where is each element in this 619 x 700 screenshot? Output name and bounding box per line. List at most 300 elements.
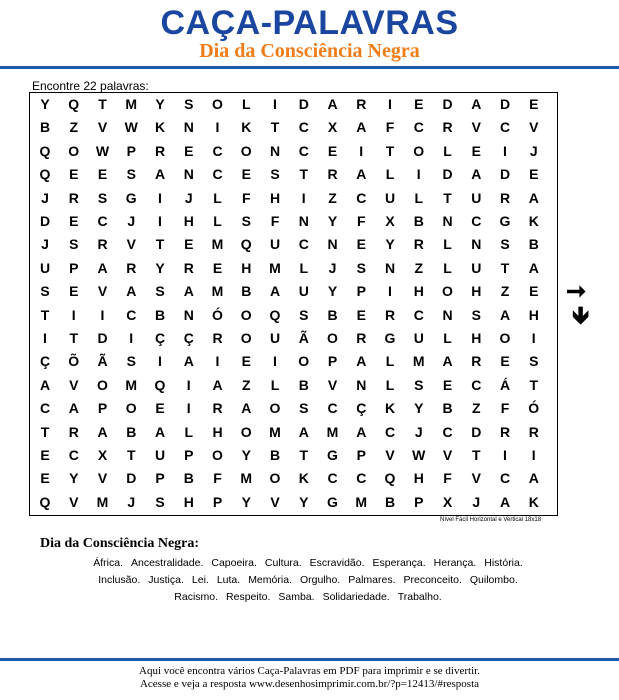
grid-cell: X — [385, 213, 395, 229]
grid-cell: S — [270, 166, 280, 183]
grid-cell: I — [158, 353, 162, 370]
word-item: Trabalho. — [397, 591, 442, 603]
grid-cell: I — [186, 376, 191, 393]
word-item: Cultura. — [264, 557, 302, 569]
word-item: Quilombo. — [469, 574, 518, 586]
grid-cell: I — [531, 447, 536, 463]
grid-cell: O — [499, 330, 511, 346]
grid-cell: D — [442, 96, 453, 112]
footer — [0, 665, 619, 691]
grid-cell: A — [183, 283, 194, 300]
grid-cell: O — [442, 283, 453, 300]
grid-cell: V — [327, 376, 338, 393]
grid-cell: C — [298, 119, 309, 136]
page-title: CAÇA-PALAVRAS — [160, 4, 459, 42]
grid-cell: P — [155, 470, 165, 487]
grid-cell: J — [41, 189, 49, 206]
grid-cell: E — [471, 142, 481, 159]
grid-cell: C — [298, 142, 309, 159]
grid-row — [29, 257, 558, 280]
grid-cell: X — [327, 119, 338, 136]
grid-cell: R — [183, 259, 194, 276]
grid-cell: C — [356, 189, 367, 206]
grid-cell: M — [211, 283, 224, 300]
grid-row — [29, 140, 558, 163]
grid-cell: E — [212, 259, 223, 276]
grid-cell: L — [443, 142, 452, 159]
grid-cell: A — [356, 166, 367, 183]
grid-cell: C — [471, 376, 482, 393]
grid-cell: D — [471, 423, 482, 440]
grid-cell: T — [299, 166, 309, 183]
grid-cell: D — [442, 166, 453, 183]
grid-cell: J — [414, 423, 423, 440]
grid-cell: S — [40, 283, 50, 300]
grid-cell: O — [240, 306, 252, 323]
grid-cell: R — [499, 189, 511, 206]
grid-row — [29, 116, 558, 139]
grid-cell: B — [126, 423, 137, 440]
grid-cell: T — [270, 119, 280, 136]
grid-cell: P — [126, 142, 136, 159]
grid-cell: S — [356, 259, 366, 276]
grid-cell: U — [384, 189, 396, 206]
grid-cell: C — [126, 306, 137, 323]
grid-cell: C — [499, 119, 511, 136]
grid-cell: U — [471, 189, 482, 206]
grid-cell: Y — [241, 447, 251, 463]
grid-cell: I — [531, 330, 536, 346]
grid-cell: B — [154, 306, 166, 323]
grid-cell: Q — [269, 306, 281, 323]
grid-cell: Q — [384, 470, 396, 487]
grid-cell: S — [241, 213, 251, 229]
grid-cell: E — [442, 376, 453, 393]
grid-cell: E — [327, 142, 338, 159]
grid-cell: O — [240, 330, 252, 346]
grid-cell: A — [442, 353, 453, 370]
grid-cell: I — [129, 330, 134, 346]
grid-cell: M — [269, 423, 281, 440]
grid-cell: O — [125, 400, 137, 417]
grid-cell: C — [327, 400, 338, 417]
grid-cell: T — [69, 330, 79, 346]
grid-cell: R — [97, 236, 108, 253]
grid-cell: Á — [499, 376, 511, 393]
grid-cell: M — [326, 423, 339, 440]
grid-cell: L — [443, 259, 452, 276]
grid-cell: E — [241, 166, 251, 183]
grid-cell: D — [97, 330, 108, 346]
grid-cell: U — [471, 259, 482, 276]
grid-cell: F — [385, 119, 395, 136]
grid-cell: M — [125, 96, 138, 112]
grid-cell: A — [499, 306, 511, 323]
grid-cell: N — [442, 306, 453, 323]
grid-cell: Y — [299, 493, 309, 510]
word-item: Inclusão. — [98, 574, 141, 586]
grid-cell: T — [40, 423, 50, 440]
word-item: Esperança. — [372, 557, 426, 569]
grid-cell: T — [443, 189, 452, 206]
grid-cell: M — [412, 353, 425, 370]
grid-cell: L — [385, 353, 395, 370]
grid-cell: C — [413, 119, 424, 136]
footer-line-1: Aqui você encontra vários Caça-Palavras em PDF para imprimir e se divertir. — [139, 665, 480, 677]
grid-cell: C — [68, 447, 79, 463]
grid-cell: K — [298, 470, 309, 487]
grid-cell: M — [125, 376, 138, 393]
grid-cell: A — [269, 283, 281, 300]
grid-cell: L — [443, 330, 452, 346]
grid-cell: O — [413, 142, 425, 159]
grid-cell: U — [39, 259, 51, 276]
grid-cell: J — [472, 493, 481, 510]
grid-cell: F — [356, 213, 366, 229]
grid-cell: S — [471, 306, 481, 323]
grid-cell: O — [212, 96, 223, 112]
grid-cell: A — [471, 166, 482, 183]
word-item: Herança. — [433, 557, 477, 569]
grid-cell: N — [384, 259, 396, 276]
grid-cell: U — [154, 447, 166, 463]
grid-cell: A — [97, 423, 108, 440]
grid-cell: S — [155, 493, 165, 510]
grid-cell: Q — [240, 236, 252, 253]
grid-cell: K — [528, 213, 539, 229]
grid-cell: I — [158, 189, 162, 206]
word-item: Racismo. — [174, 591, 219, 603]
grid-cell: E — [69, 283, 79, 300]
grid-cell: U — [269, 236, 281, 253]
grid-cell: J — [41, 236, 49, 253]
grid-cell: O — [68, 142, 80, 159]
grid-cell: O — [240, 423, 252, 440]
grid-row — [29, 327, 558, 350]
grid-row — [29, 233, 558, 256]
word-item: Samba. — [278, 591, 315, 603]
grid-cell: S — [414, 376, 424, 393]
grid-cell: O — [212, 447, 223, 463]
grid-row — [29, 397, 558, 420]
grid-cell: Q — [39, 142, 51, 159]
grid-cell: R — [471, 353, 482, 370]
grid-cell: T — [529, 376, 539, 393]
grid-cell: S — [184, 96, 194, 112]
word-item: Respeito. — [226, 591, 271, 603]
grid-cell: Q — [39, 493, 51, 510]
grid-cell: D — [499, 166, 511, 183]
grid-cell: I — [100, 306, 105, 323]
grid-cell: V — [529, 119, 539, 136]
grid-cell: D — [39, 213, 51, 229]
grid-cell: T — [40, 306, 50, 323]
grid-cell: F — [443, 470, 452, 487]
grid-cell: N — [183, 119, 194, 136]
grid-cell: A — [298, 423, 309, 440]
grid-cell: Q — [154, 376, 166, 393]
grid-cell: D — [499, 96, 511, 112]
grid-cell: S — [126, 166, 136, 183]
grid-cell: Y — [40, 96, 50, 112]
grid-cell: N — [356, 376, 367, 393]
grid-cell: H — [212, 423, 223, 440]
bottom-divider — [0, 658, 619, 661]
grid-cell: K — [384, 400, 396, 417]
grid-cell: C — [212, 142, 223, 159]
grid-cell: E — [184, 236, 194, 253]
grid-cell: I — [301, 189, 306, 206]
grid-cell: E — [356, 306, 366, 323]
grid-cell: Y — [327, 213, 338, 229]
grid-cell: H — [528, 306, 539, 323]
grid-cell: C — [327, 470, 338, 487]
grid-cell: J — [127, 213, 136, 229]
grid-cell: I — [388, 283, 392, 300]
grid-cell: J — [184, 189, 193, 206]
grid-cell: M — [96, 493, 109, 510]
grid-cell: J — [529, 142, 538, 159]
arrow-right-icon: ➞ — [566, 278, 587, 305]
word-item: Capoeira. — [211, 557, 257, 569]
word-item: Preconceito. — [403, 574, 462, 586]
grid-cell: P — [414, 493, 424, 510]
grid-cell: Y — [155, 96, 165, 112]
grid-cell: E — [40, 447, 50, 463]
grid-cell: I — [416, 166, 421, 183]
word-item: Solidariedade. — [322, 591, 390, 603]
grid-cell: H — [471, 330, 482, 346]
grid-cell: E — [97, 166, 108, 183]
grid-row — [29, 467, 558, 490]
grid-cell: A — [327, 96, 338, 112]
grid-cell: H — [183, 493, 194, 510]
grid-cell: I — [388, 96, 392, 112]
grid-cell: U — [269, 330, 281, 346]
grid-cell: D — [298, 96, 309, 112]
grid-cell: O — [298, 353, 310, 370]
grid-cell: C — [97, 213, 108, 229]
grid-row — [29, 421, 558, 444]
grid-cell: Y — [69, 470, 79, 487]
grid-cell: Y — [155, 259, 165, 276]
instruction-text: Encontre 22 palavras: — [32, 79, 149, 93]
grid-cell: T — [98, 96, 107, 112]
grid-row — [29, 187, 558, 210]
grid-cell: P — [327, 353, 338, 370]
grid-cell: K — [241, 119, 252, 136]
grid-cell: L — [385, 376, 395, 393]
grid-cell: R — [68, 423, 79, 440]
word-item: Escravidão. — [309, 557, 365, 569]
grid-cell: B — [298, 376, 309, 393]
grid-cell: A — [154, 166, 166, 183]
grid-cell: E — [414, 96, 424, 112]
grid-cell: A — [528, 470, 539, 487]
grid-cell: W — [412, 447, 426, 463]
grid-cell: T — [471, 447, 481, 463]
grid-cell: O — [327, 330, 338, 346]
grid-cell: F — [241, 189, 251, 206]
grid-cell: C — [212, 166, 223, 183]
word-item: Memória. — [248, 574, 292, 586]
grid-cell: L — [213, 189, 222, 206]
grid-cell: I — [273, 96, 277, 112]
grid-cell: C — [39, 400, 51, 417]
grid-row — [29, 491, 558, 514]
grid-cell: H — [413, 283, 424, 300]
word-list-title: Dia da Consciência Negra: — [40, 536, 200, 551]
grid-cell: U — [298, 283, 309, 300]
grid-cell: Ç — [154, 330, 166, 346]
grid-cell: X — [442, 493, 453, 510]
grid-cell: Z — [328, 189, 337, 206]
grid-cell: A — [356, 119, 367, 136]
grid-cell: E — [356, 236, 366, 253]
grid-cell: B — [327, 306, 338, 323]
grid-cell: V — [97, 283, 108, 300]
grid-cell: V — [270, 493, 280, 510]
grid-cell: A — [356, 423, 367, 440]
grid-cell: R — [442, 119, 453, 136]
word-list-line — [28, 572, 588, 589]
grid-cell: A — [154, 423, 166, 440]
grid-cell: P — [184, 447, 194, 463]
grid-cell: Y — [241, 493, 251, 510]
grid-cell: A — [471, 96, 482, 112]
grid-cell: Ç — [356, 400, 367, 417]
grid-cell: A — [39, 376, 51, 393]
grid-cell: R — [68, 189, 79, 206]
grid-cell: P — [212, 493, 223, 510]
grid-cell: B — [528, 236, 539, 253]
grid-cell: I — [359, 142, 364, 159]
grid-cell: I — [158, 213, 162, 229]
grid-cell: A — [241, 400, 252, 417]
grid-cell: A — [183, 353, 194, 370]
grid-cell: A — [126, 283, 137, 300]
grid-cell: C — [499, 470, 511, 487]
grid-cell: V — [442, 447, 453, 463]
grid-cell: N — [269, 142, 281, 159]
grid-cell: R — [356, 330, 367, 346]
grid-cell: V — [471, 119, 481, 136]
grid-cell: N — [442, 213, 453, 229]
grid-cell: N — [183, 306, 194, 323]
grid-cell: C — [471, 213, 482, 229]
grid-cell: B — [413, 213, 424, 229]
grid-cell: H — [413, 470, 424, 487]
level-note: Nível Fácil Horizontal e Vertical 18x18 — [440, 517, 542, 523]
grid-cell: R — [384, 306, 396, 323]
grid-cell: Ã — [298, 330, 309, 346]
word-item: História. — [484, 557, 523, 569]
grid-cell: S — [299, 306, 309, 323]
grid-cell: I — [273, 353, 277, 370]
arrow-down-icon: 🡻 — [572, 302, 590, 329]
grid-cell: J — [127, 493, 136, 510]
grid-cell: H — [183, 213, 194, 229]
grid-cell: G — [384, 330, 396, 346]
grid-cell: Y — [414, 400, 424, 417]
grid-row — [29, 374, 558, 397]
grid-cell: L — [270, 376, 280, 393]
grid-cell: S — [126, 353, 136, 370]
grid-cell: P — [356, 283, 366, 300]
grid-cell: N — [298, 213, 309, 229]
grid-cell: I — [71, 306, 76, 323]
grid-cell: A — [528, 259, 539, 276]
grid-cell: N — [327, 236, 338, 253]
grid-row — [29, 93, 558, 116]
grid-cell: A — [212, 376, 223, 393]
grid-cell: I — [503, 142, 507, 159]
grid-cell: Ç — [183, 330, 194, 346]
page-subtitle: Dia da Consciência Negra — [199, 40, 420, 62]
top-divider — [0, 66, 619, 69]
grid-cell: L — [184, 423, 194, 440]
word-item: Palmares. — [348, 574, 396, 586]
grid-cell: R — [356, 96, 367, 112]
grid-cell: C — [413, 306, 424, 323]
grid-cell: B — [39, 119, 51, 136]
grid-cell: Y — [385, 236, 395, 253]
grid-cell: R — [413, 236, 424, 253]
grid-row — [29, 163, 558, 186]
grid-cell: P — [97, 400, 108, 417]
grid-cell: I — [215, 119, 220, 136]
grid-cell: I — [215, 353, 220, 370]
footer-line-2: Acesse e veja a resposta www.desenhosimprimir.com.br/?p=12413/#resposta — [139, 678, 480, 690]
grid-cell: V — [385, 447, 395, 463]
word-search-grid — [29, 92, 558, 516]
grid-cell: V — [97, 470, 108, 487]
grid-cell: E — [40, 470, 50, 487]
grid-cell: V — [471, 470, 481, 487]
grid-cell: T — [299, 447, 309, 463]
grid-cell: Ó — [212, 306, 223, 323]
grid-cell: L — [213, 213, 222, 229]
grid-cell: E — [529, 166, 539, 183]
grid-cell: R — [126, 259, 137, 276]
grid-row — [29, 304, 558, 327]
grid-cell: H — [241, 259, 252, 276]
word-list-line — [28, 555, 588, 572]
grid-cell: M — [211, 236, 224, 253]
grid-cell: Z — [500, 283, 510, 300]
grid-cell: E — [241, 353, 251, 370]
word-item: África. — [93, 557, 123, 569]
grid-cell: S — [69, 236, 79, 253]
grid-cell: Õ — [68, 353, 80, 370]
grid-cell: F — [270, 213, 280, 229]
grid-cell: C — [442, 423, 453, 440]
grid-cell: L — [241, 96, 251, 112]
grid-cell: I — [186, 400, 191, 417]
grid-cell: A — [356, 353, 367, 370]
grid-cell: G — [327, 447, 338, 463]
grid-cell: T — [155, 236, 165, 253]
grid-cell: N — [183, 166, 194, 183]
grid-cell: I — [503, 447, 507, 463]
grid-cell: R — [154, 142, 166, 159]
grid-cell: Ã — [97, 353, 108, 370]
grid-cell: O — [97, 376, 108, 393]
grid-row — [29, 280, 558, 303]
grid-cell: E — [69, 213, 79, 229]
grid-row — [29, 210, 558, 233]
grid-cell: K — [154, 119, 166, 136]
